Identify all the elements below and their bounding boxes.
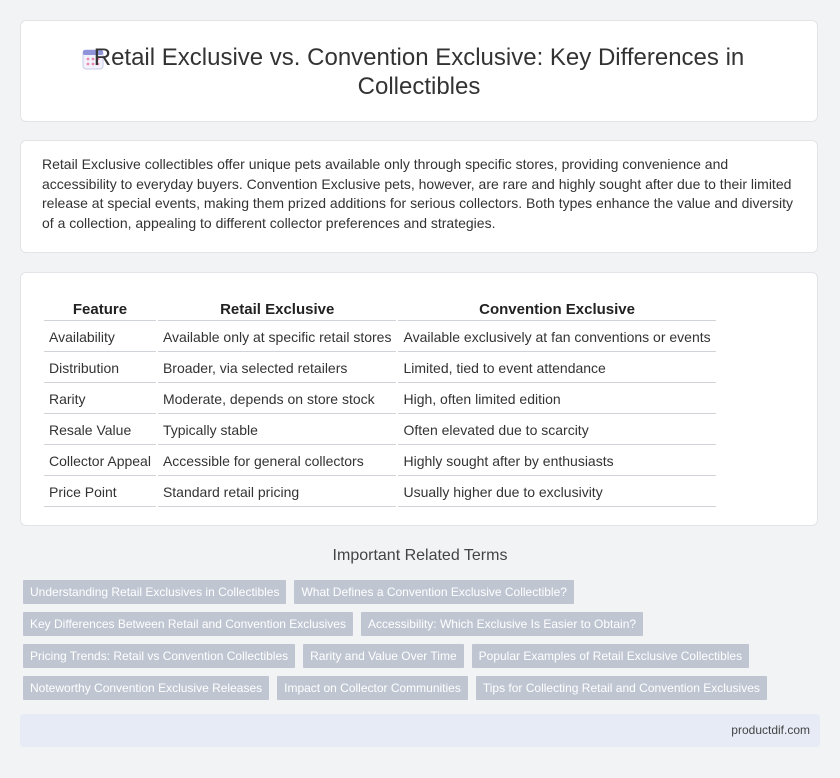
related-term-link[interactable]: Accessibility: Which Exclusive Is Easier to Obtain?: [361, 612, 643, 636]
header-retail: Retail Exclusive: [158, 296, 397, 321]
cell-retail: Accessible for general collectors: [158, 447, 397, 476]
related-term-link[interactable]: Key Differences Between Retail and Convention Exclusives: [23, 612, 353, 636]
related-term-link[interactable]: What Defines a Convention Exclusive Collectible?: [294, 580, 573, 604]
table-row: [44, 323, 716, 352]
cell-convention: Limited, tied to event attendance: [398, 354, 715, 383]
tag-row: [23, 676, 813, 700]
cell-feature: Distribution: [44, 354, 156, 383]
table-row: [44, 354, 716, 383]
comparison-table: [42, 294, 718, 509]
cell-feature: Resale Value: [44, 416, 156, 445]
cell-feature: Rarity: [44, 385, 156, 414]
cell-convention: Usually higher due to exclusivity: [398, 478, 715, 507]
table-row: [44, 447, 716, 476]
related-term-link[interactable]: Popular Examples of Retail Exclusive Collectibles: [472, 644, 749, 668]
cell-retail: Typically stable: [158, 416, 397, 445]
cell-convention: High, often limited edition: [398, 385, 715, 414]
table-row: [44, 416, 716, 445]
related-terms-list: [23, 580, 813, 708]
cell-retail: Available only at specific retail stores: [158, 323, 397, 352]
cell-convention: Available exclusively at fan conventions or events: [398, 323, 715, 352]
cell-feature: Availability: [44, 323, 156, 352]
tag-row: [23, 580, 813, 604]
header-feature: Feature: [44, 296, 156, 321]
cell-retail: Moderate, depends on store stock: [158, 385, 397, 414]
related-term-link[interactable]: Tips for Collecting Retail and Convention Exclusives: [476, 676, 767, 700]
related-terms-heading: Important Related Terms: [332, 547, 508, 564]
cell-convention: Highly sought after by enthusiasts: [398, 447, 715, 476]
site-name[interactable]: productdif.com: [731, 723, 810, 737]
title-card: [20, 20, 818, 122]
related-term-link[interactable]: Noteworthy Convention Exclusive Releases: [23, 676, 269, 700]
tag-row: [23, 644, 813, 668]
cell-retail: Standard retail pricing: [158, 478, 397, 507]
tag-row: [23, 612, 813, 636]
header-convention: Convention Exclusive: [398, 296, 715, 321]
comparison-card: [20, 272, 818, 526]
related-term-link[interactable]: Pricing Trends: Retail vs Convention Collectibles: [23, 644, 295, 668]
related-term-link[interactable]: Rarity and Value Over Time: [303, 644, 464, 668]
related-term-link[interactable]: Impact on Collector Communities: [277, 676, 468, 700]
table-row: [44, 385, 716, 414]
page-title: Retail Exclusive vs. Convention Exclusive: Key Differences in Collectibles: [93, 44, 745, 100]
intro-card: [20, 140, 818, 253]
cell-feature: Collector Appeal: [44, 447, 156, 476]
footer: [20, 714, 820, 747]
cell-feature: Price Point: [44, 478, 156, 507]
table-header-row: [44, 296, 716, 321]
cell-retail: Broader, via selected retailers: [158, 354, 397, 383]
related-term-link[interactable]: Understanding Retail Exclusives in Collectibles: [23, 580, 286, 604]
intro-paragraph: Retail Exclusive collectibles offer unique pets available only through specific stores, providing convenience and accessibility to everyday buyers. Convention Exclusive pets, however, are rare and highly sought after due to their limited release at special events, making them prized additions for serious collectors. Both types enhance the value and diversity of a collection, appealing to different collector preferences and strategies.: [42, 156, 793, 231]
cell-convention: Often elevated due to scarcity: [398, 416, 715, 445]
table-row: [44, 478, 716, 507]
